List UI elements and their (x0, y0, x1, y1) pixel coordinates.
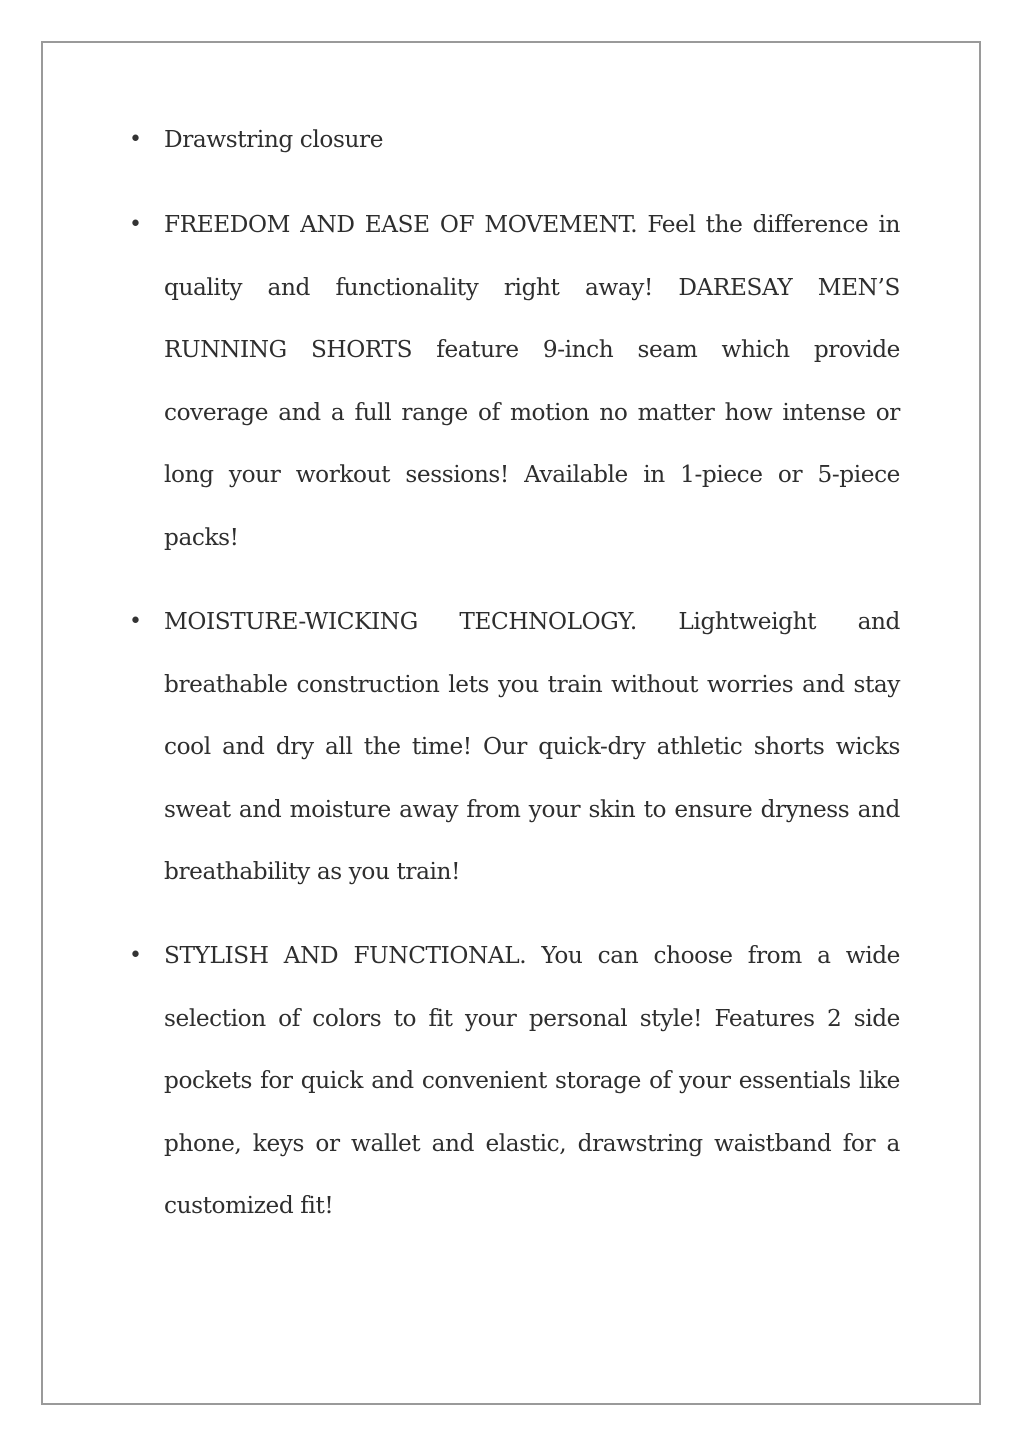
bullet-text: STYLISH AND FUNCTIONAL. You can choose from a wide selection of colors to fit your personal style! Features 2 side pockets for quick and convenient storage of your essentials like phone, keys or wallet and elastic, drawstring waistband for a customized fit! (164, 942, 900, 1219)
bullet-icon: • (129, 212, 142, 237)
bullet-icon: • (129, 127, 142, 152)
document-page (41, 41, 981, 1405)
bullet-text: FREEDOM AND EASE OF MOVEMENT. Feel the difference in quality and functionality right away! DARESAY MEN’S RUNNING SHORTS feature 9-inch seam which provide coverage and a full range of motion no matter how intense or long your workout sessions! Available in 1-piece or 5-piece packs! (164, 211, 900, 551)
bullet-text: Drawstring closure (164, 126, 384, 153)
bullet-text: MOISTURE-WICKING TECHNOLOGY. Lightweight and breathable construction lets you train without worries and stay cool and dry all the time! Our quick-dry athletic shorts wicks sweat and moisture away from your skin to ensure dryness and breathability as you train! (164, 608, 900, 885)
bullet-icon: • (129, 609, 142, 634)
bullet-icon: • (129, 943, 142, 968)
